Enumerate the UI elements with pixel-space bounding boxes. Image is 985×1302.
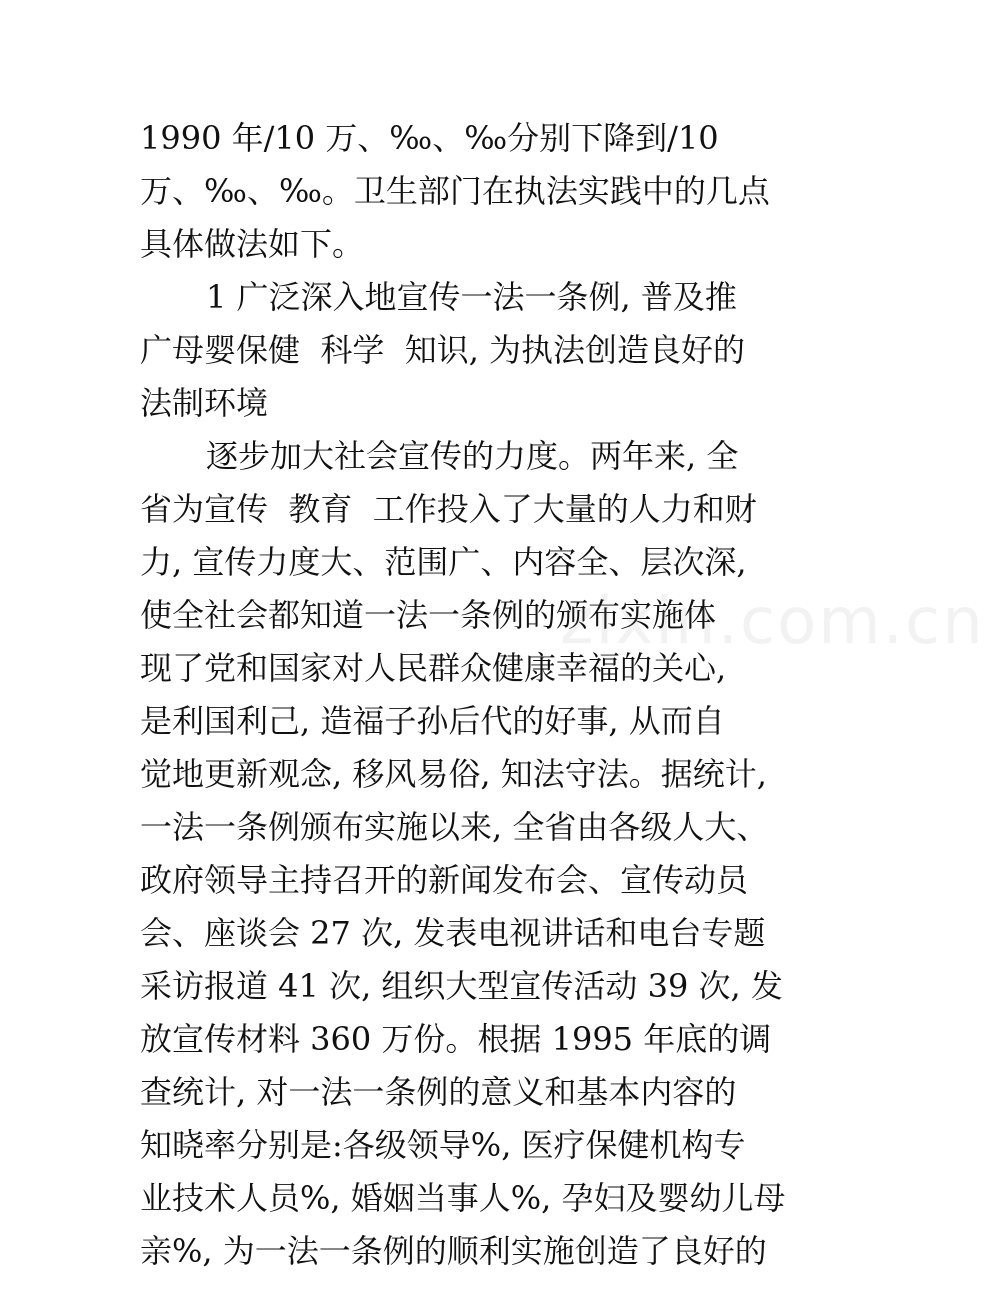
text-line: 一法一条例颁布实施以来, 全省由各级人大、 <box>140 808 769 846</box>
text-line: 觉地更新观念, 移风易俗, 知法守法。据统计, <box>140 755 767 793</box>
text-line: 采访报道 41 次, 组织大型宣传活动 39 次, 发 <box>140 967 783 1005</box>
text-line: 逐步加大社会宣传的力度。两年来, 全 <box>206 437 739 475</box>
text-line: 万、‰、‰。卫生部门在执法实践中的几点 <box>140 172 770 210</box>
text-line: 省为宣传 教育 工作投入了大量的人力和财 <box>140 490 757 528</box>
text-line: 会、座谈会 27 次, 发表电视讲话和电台专题 <box>140 914 766 952</box>
text-line: 是利国利己, 造福子孙后代的好事, 从而自 <box>140 702 725 740</box>
text-line: 1990 年/10 万、‰、‰分别下降到/10 <box>140 119 719 157</box>
text-line: 具体做法如下。 <box>140 225 365 263</box>
text-line: 政府领导主持召开的新闻发布会、宣传动员 <box>140 861 749 899</box>
text-line: 现了党和国家对人民群众健康幸福的关心, <box>140 649 727 687</box>
text-line: 查统计, 对一法一条例的意义和基本内容的 <box>140 1073 737 1111</box>
document-body <box>140 112 790 1278</box>
text-line: 放宣传材料 360 万份。根据 1995 年底的调 <box>140 1020 772 1058</box>
text-line: 知晓率分别是:各级领导%, 医疗保健机构专 <box>140 1126 746 1164</box>
section-heading-line: 法制环境 <box>140 384 269 422</box>
section-heading-line: 1 广泛深入地宣传一法一条例, 普及推 <box>206 278 737 316</box>
text-line: 亲%, 为一法一条例的顺利实施创造了良好的 <box>140 1232 767 1270</box>
text-line: 力, 宣传力度大、范围广、内容全、层次深, <box>140 543 747 581</box>
section-heading-line: 广母婴保健 科学 知识, 为执法创造良好的 <box>140 331 746 369</box>
watermark: zixin.com.cn <box>560 585 985 659</box>
text-line: 业技术人员%, 婚姻当事人%, 孕妇及婴幼儿母 <box>140 1179 786 1217</box>
text-line: 使全社会都知道一法一条例的颁布实施体 <box>140 596 717 634</box>
